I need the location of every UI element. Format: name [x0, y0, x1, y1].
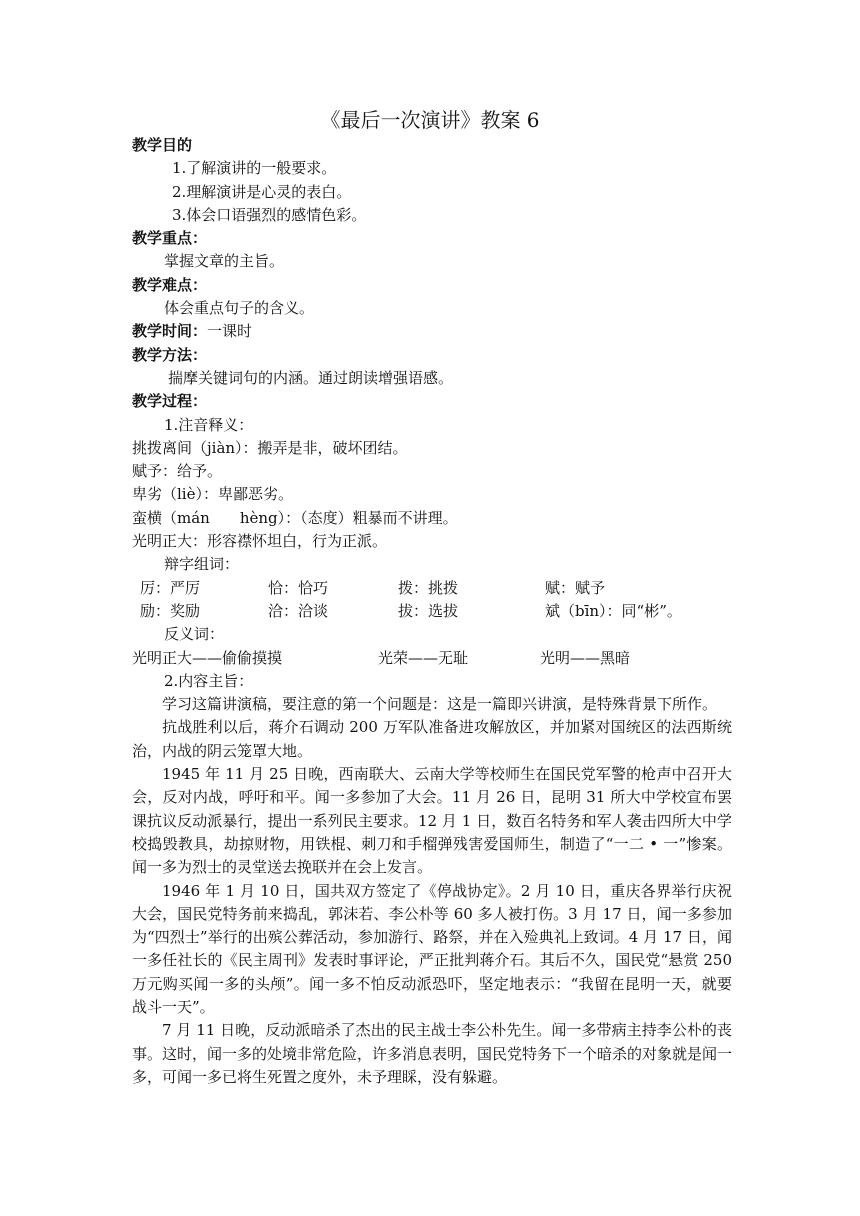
- methods-heading: 教学方法：: [132, 345, 208, 364]
- glossary-item: 卑劣（liè）：卑鄙恶劣。: [132, 485, 293, 504]
- synonym-cell: 拨：挑拨: [398, 578, 459, 597]
- synonym-heading: 辩字组词：: [164, 555, 240, 574]
- synonym-cell: 厉：严厉: [140, 578, 201, 597]
- synonym-cell: 励：奖励: [140, 601, 201, 620]
- body-paragraph: 1945 年 11 月 25 日晚，西南联大、云南大学等校师生在国民党军警的枪声中召开大会，反对内战，呼吁和平。闻一多参加了大会。11 月 26 日，昆明 31 所大中学校宣布罢课抗议反动派暴行，提出一系列民主要求。12 月 1 日，数百名特务和军人袭击四所大中学校捣毁教具，劫掠财物，用铁棍、刺刀和手榴弹残害爱国师生，制造了“一二 • 一”惨案。闻一多为烈士的灵堂送去挽联并在会上发言。: [132, 765, 732, 877]
- synonym-row: [132, 600, 732, 623]
- objective-item: 2.理解演讲是心灵的表白。: [172, 182, 352, 201]
- antonym-pair: 光明正大——偷偷摸摸: [132, 648, 283, 667]
- key-points-text: 掌握文章的主旨。: [164, 252, 285, 271]
- process-heading: 教学过程：: [132, 392, 208, 411]
- objective-item: 3.体会口语强烈的感情色彩。: [172, 205, 367, 224]
- body-paragraph: 抗战胜利以后，蒋介石调动 200 万军队准备进攻解放区，并加紧对国统区的法西斯统治，内战的阴云笼罩大地。: [132, 718, 732, 760]
- glossary-item: 挑拨离间（jiàn）：搬弄是非，破坏团结。: [132, 438, 408, 457]
- difficulties-heading: 教学难点：: [132, 275, 208, 294]
- glossary-item: 赋予：给予。: [132, 462, 223, 481]
- objectives-heading: 教学目的: [132, 136, 193, 154]
- document-body: [132, 134, 732, 1089]
- antonym-pair: 光明——黑暗: [540, 648, 631, 667]
- synonym-cell: 恰：恰巧: [268, 578, 329, 597]
- body-paragraph: 学习这篇讲演稿，要注意的第一个问题是：这是一篇即兴讲演，是特殊背景下所作。: [162, 695, 718, 714]
- time-heading: 教学时间：: [132, 322, 208, 341]
- process-step-2: 2.内容主旨：: [164, 671, 254, 690]
- antonym-row: [132, 647, 732, 670]
- time-line: [132, 320, 732, 343]
- synonym-cell: 拔：选拔: [398, 601, 459, 620]
- synonym-cell: 洽：洽谈: [268, 601, 329, 620]
- difficulties-text: 体会重点句子的含义。: [164, 299, 315, 318]
- antonym-heading: 反义词：: [164, 625, 225, 644]
- process-step-1: 1.注音释义：: [164, 415, 254, 434]
- glossary-item: 光明正大：形容襟怀坦白，行为正派。: [132, 532, 388, 551]
- synonym-row: [132, 577, 732, 600]
- synonym-cell: 赋：赋予: [545, 578, 606, 597]
- body-paragraph: 7 月 11 日晚，反动派暗杀了杰出的民主战士李公朴先生。闻一多带病主持李公朴的丧事。这时，闻一多的处境非常危险，许多消息表明，国民党特务下一个暗杀的对象就是闻一多，可闻一多已将生死置之度外，未予理睬，没有躲避。: [132, 1021, 733, 1086]
- objective-item: 1.了解演讲的一般要求。: [172, 159, 337, 178]
- time-text: 一课时: [207, 322, 253, 341]
- document-title: 《最后一次演讲》教案 6: [320, 108, 540, 132]
- key-points-heading: 教学重点：: [132, 229, 208, 248]
- body-paragraph: 1946 年 1 月 10 日，国共双方签定了《停战协定》。2 月 10 日，重庆各界举行庆祝大会，国民党特务前来捣乱，郭沫若、李公朴等 60 多人被打伤。3 月 17 日，闻一多参加为“四烈士”举行的出殡公葬活动，参加游行、路祭，并在入殓典礼上致词。4 月 17 日，闻一多任社长的《民主周刊》发表时事评论，严正批判蒋介石。其后不久，国民党“悬赏 250 万元购买闻一多的头颅”。闻一多不怕反动派恐吓，坚定地表示：“我留在昆明一天，就要战斗一天”。: [132, 881, 732, 1016]
- glossary-item: 蛮横（mán hèng）：（态度）粗暴而不讲理。: [132, 508, 458, 527]
- synonym-cell: 斌（bīn）：同“彬”。: [545, 601, 682, 620]
- antonym-pair: 光荣——无耻: [378, 648, 469, 667]
- methods-text: 揣摩关键词句的内涵。通过朗读增强语感。: [168, 368, 454, 387]
